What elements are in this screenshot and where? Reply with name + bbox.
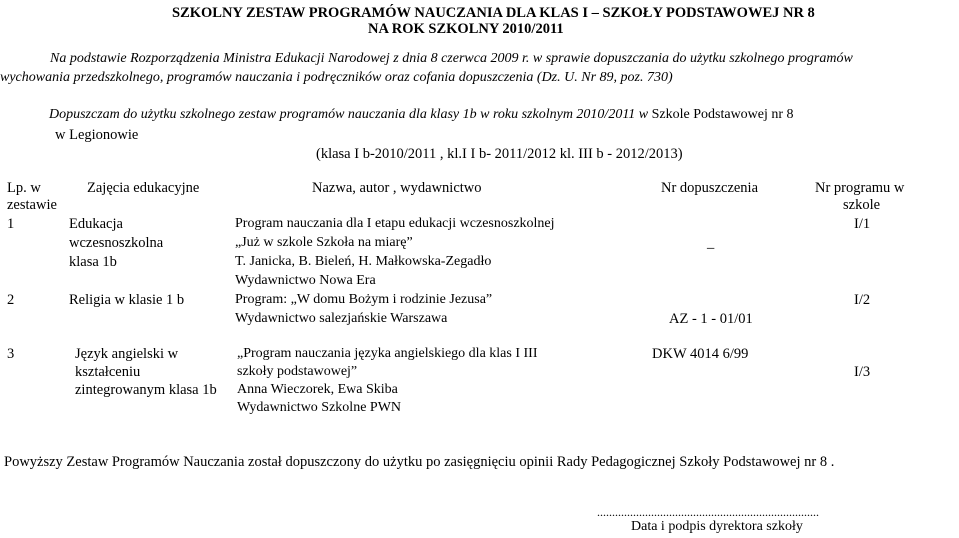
header-program-number-line2: szkole xyxy=(843,197,881,213)
classes-years-line: (klasa I b-2010/2011 , kl.I I b- 2011/2012 kl. III b - 2012/2013) xyxy=(316,146,683,162)
header-lp-line1: Lp. w xyxy=(7,180,41,196)
admission-statement-line2: w Legionowie xyxy=(55,127,139,143)
row1-subject-line3: klasa 1b xyxy=(69,254,117,270)
row3-subject-line3: zintegrowanym klasa 1b xyxy=(75,382,217,398)
row2-admission: AZ - 1 - 01/01 xyxy=(669,311,753,327)
row3-name-line2: szkoły podstawowej” xyxy=(237,364,358,379)
row3-lp: 3 xyxy=(7,346,15,362)
row1-program: I/1 xyxy=(854,216,871,232)
row1-name-line4: Wydawnictwo Nowa Era xyxy=(235,273,376,288)
header-subject: Zajęcia edukacyjne xyxy=(87,180,200,196)
school-year-title: NA ROK SZKOLNY 2010/2011 xyxy=(368,21,564,37)
row2-program: I/2 xyxy=(854,292,871,308)
row1-name-line1: Program nauczania dla I etapu edukacji wczesnoszkolnej xyxy=(235,216,555,231)
row3-name-line3: Anna Wieczorek, Ewa Skiba xyxy=(237,382,398,397)
header-program-number-line1: Nr programu w xyxy=(815,180,905,196)
signature-dots: .......................................................................... xyxy=(597,505,819,519)
row3-admission: DKW 4014 6/99 xyxy=(652,346,749,362)
row2-subject-line1: Religia w klasie 1 b xyxy=(69,292,185,308)
approval-statement: Powyższy Zestaw Programów Nauczania został dopuszczony do użytku po zasięgnięciu opinii Rady Pedagogicznej Szkoły Podstawowej nr 8 . xyxy=(4,454,835,470)
row2-name-line2: Wydawnictwo salezjańskie Warszawa xyxy=(235,311,448,326)
row3-name-line1: „Program nauczania języka angielskiego dla klas I III xyxy=(237,346,538,361)
row3-program: I/3 xyxy=(854,364,871,380)
school-name: Szkole Podstawowej nr 8 xyxy=(651,107,794,122)
row3-name-line4: Wydawnictwo Szkolne PWN xyxy=(237,400,402,415)
row1-admission: _ xyxy=(707,235,715,251)
row1-name-line3: T. Janicka, B. Bieleń, H. Małkowska-Zegadło xyxy=(235,254,492,269)
header-lp-line2: zestawie xyxy=(7,197,57,213)
document-title: SZKOLNY ZESTAW PROGRAMÓW NAUCZANIA DLA KLAS I – SZKOŁY PODSTAWOWEJ NR 8 xyxy=(172,5,815,21)
row2-name-line1: Program: „W domu Bożym i rodzinie Jezusa” xyxy=(235,292,493,307)
legal-basis-line1: Na podstawie Rozporządzenia Ministra Edukacji Narodowej z dnia 8 czerwca 2009 r. w sprawie dopuszczania do użytku szkolnego programów xyxy=(50,51,853,66)
row2-lp: 2 xyxy=(7,292,15,308)
admission-statement-italic: Dopuszczam do użytku szkolnego zestaw programów nauczania dla klasy 1b w roku szkolnym 2010/2011 w xyxy=(49,107,652,122)
legal-basis-line2: wychowania przedszkolnego, programów nauczania i podręczników oraz cofania dopuszczenia (Dz. U. Nr 89, poz. 730) xyxy=(0,70,673,85)
admission-statement-line1 xyxy=(49,107,794,123)
row3-subject-line2: kształceniu xyxy=(75,364,141,380)
header-name-author-publisher: Nazwa, autor , wydawnictwo xyxy=(312,180,482,196)
row1-subject-line1: Edukacja xyxy=(69,216,123,232)
row1-subject-line2: wczesnoszkolna xyxy=(69,235,164,251)
row3-subject-line1: Język angielski w xyxy=(75,346,179,362)
row1-name-line2: „Już w szkole Szkoła na miarę” xyxy=(235,235,413,250)
header-admission-number: Nr dopuszczenia xyxy=(661,180,759,196)
signature-label: Data i podpis dyrektora szkoły xyxy=(631,519,803,534)
row1-lp: 1 xyxy=(7,216,15,232)
